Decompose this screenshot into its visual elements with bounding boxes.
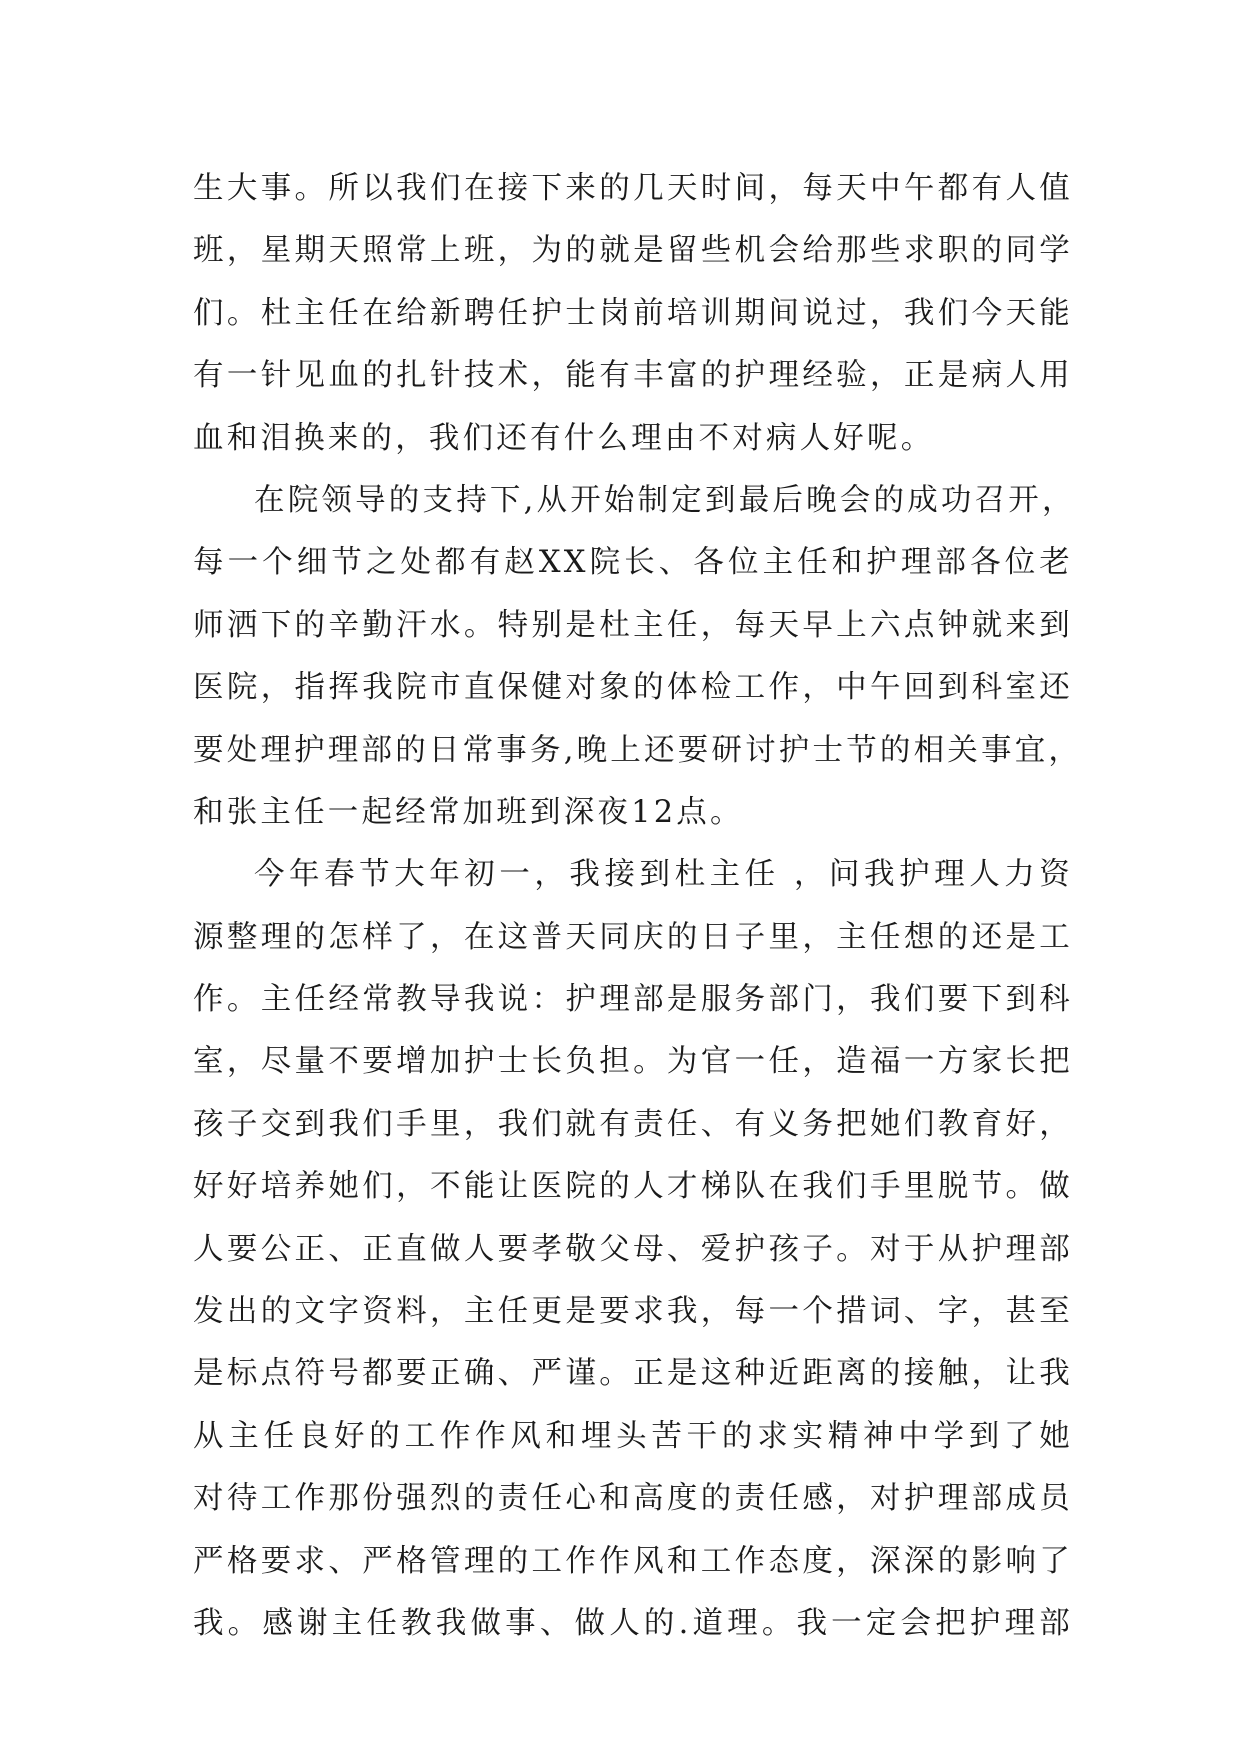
text-line: 和张主任一起经常加班到深夜12点。 [193,794,744,830]
text-line: 好好培养她们，不能让医院的人才梯队在我们手里脱节。做 [193,1169,1073,1205]
text-line: 室，尽量不要增加护士长负担。为官一任，造福一方家长把 [193,1044,1073,1080]
text-line: 医院，指挥我院市直保健对象的体检工作，中午回到科室还 [193,670,1073,706]
text-line: 生大事。所以我们在接下来的几天时间，每天中午都有人值 [193,171,1073,206]
text-line: 今年春节大年初一，我接到杜主任 ，问我护理人力资 [254,857,1073,893]
text-line: 在院领导的支持下,从开始制定到最后晚会的成功召开， [254,482,1076,518]
paragraph-2 [193,470,1083,844]
text-line: 发出的文字资料，主任更是要求我，每一个措词、字，甚至 [193,1294,1073,1330]
text-line: 作。主任经常教导我说：护理部是服务部门，我们要下到科 [193,982,1073,1018]
text-line: 对待工作那份强烈的责任心和高度的责任感，对护理部成员 [193,1481,1073,1517]
text-line: 班，星期天照常上班，为的就是留些机会给那些求职的同学 [193,233,1073,269]
document-body [193,158,1083,1655]
text-line: 孩子交到我们手里，我们就有责任、有义务把她们教育好， [193,1106,1073,1142]
text-line: 我。感谢主任教我做事、做人的.道理。我一定会把护理部 [193,1605,1073,1641]
text-line: 人要公正、正直做人要孝敬父母、爱护孩子。对于从护理部 [193,1231,1073,1267]
text-line: 每一个细节之处都有赵XX院长、各位主任和护理部各位老 [193,545,1073,581]
text-line: 有一针见血的扎针技术，能有丰富的护理经验，正是病人用 [193,358,1073,394]
text-line: 要处理护理部的日常事务,晚上还要研讨护士节的相关事宜， [193,732,1083,768]
text-line: 们。杜主任在给新聘任护士岗前培训期间说过，我们今天能 [193,295,1073,331]
text-line: 从主任良好的工作作风和埋头苦干的求实精神中学到了她 [193,1418,1073,1454]
text-line: 严格要求、严格管理的工作作风和工作态度，深深的影响了 [193,1543,1073,1579]
paragraph-3 [193,844,1073,1655]
paragraph-1 [193,158,1073,470]
text-line: 源整理的怎样了，在这普天同庆的日子里，主任想的还是工 [193,919,1073,955]
text-line: 血和泪换来的，我们还有什么理由不对病人好呢。 [193,420,935,456]
text-line: 师洒下的辛勤汗水。特别是杜主任，每天早上六点钟就来到 [193,607,1073,643]
text-line: 是标点符号都要正确、严谨。正是这种近距离的接触，让我 [193,1356,1073,1392]
